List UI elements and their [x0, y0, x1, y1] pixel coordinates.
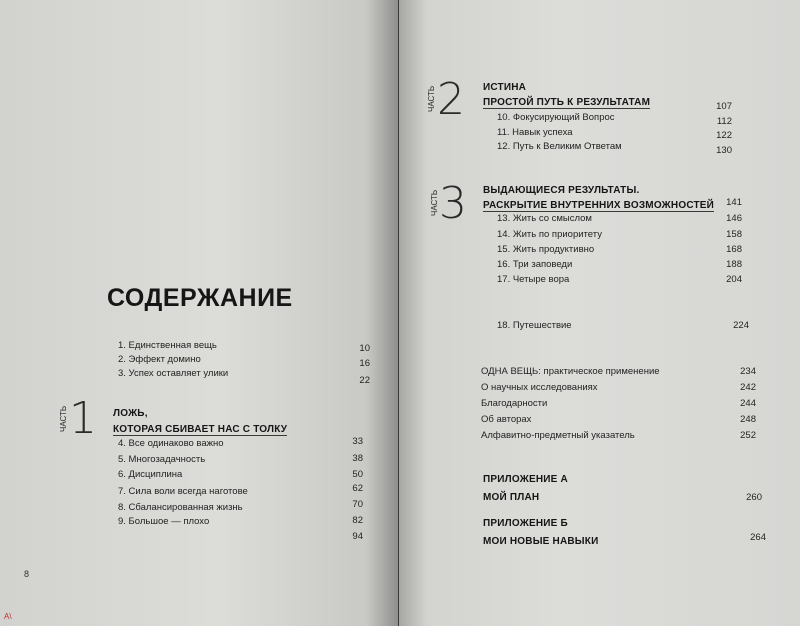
part-heading: ЛОЖЬ, [113, 408, 148, 419]
toc-entry: Алфавитно-предметный указатель [481, 430, 635, 441]
appendix-title: МОЙ ПЛАН [483, 492, 540, 503]
toc-entry: ОДНА ВЕЩЬ: практическое применение [481, 366, 660, 377]
toc-page-number: 122 [716, 130, 732, 141]
page-title: СОДЕРЖАНИЕ [107, 284, 293, 312]
toc-entry: 11. Навык успеха [497, 127, 573, 138]
toc-page-number: 248 [740, 414, 756, 425]
toc-page-number: 224 [733, 320, 749, 331]
toc-page-number: 16 [359, 358, 370, 369]
toc-page-number: 107 [716, 101, 732, 112]
left-page [0, 0, 398, 626]
toc-page-number: 112 [716, 116, 732, 127]
toc-entry: 17. Четыре вора [497, 274, 570, 285]
toc-page-number: 82 [352, 515, 363, 526]
toc-page-number: 204 [726, 274, 742, 285]
part-label: ЧАСТЬ [427, 85, 436, 112]
part-label: ЧАСТЬ [59, 405, 68, 432]
appendix-heading: ПРИЛОЖЕНИЕ Б [483, 518, 568, 529]
toc-page-number: 130 [716, 145, 732, 156]
toc-entry: 13. Жить со смыслом [497, 213, 592, 224]
part-number: 2 [437, 74, 465, 125]
toc-entry: 4. Все одинаково важно [118, 438, 224, 449]
toc-page-number: 70 [352, 499, 363, 510]
part-subheading: РАСКРЫТИЕ ВНУТРЕННИХ ВОЗМОЖНОСТЕЙ [483, 200, 715, 211]
toc-page-number: 264 [750, 532, 766, 543]
toc-page-number: 22 [359, 375, 370, 386]
toc-page-number: 62 [352, 483, 363, 494]
toc-page-number: 242 [740, 382, 756, 393]
part-subheading: КОТОРАЯ СБИВАЕТ НАС С ТОЛКУ [113, 424, 288, 435]
part-heading: ИСТИНА [483, 82, 527, 93]
toc-entry: 2. Эффект домино [118, 354, 201, 365]
toc-page-number: 50 [352, 469, 363, 480]
corner-mark: A\ [4, 612, 12, 621]
toc-page-number: 146 [726, 213, 742, 224]
toc-entry: 8. Сбалансированная жизнь [118, 502, 243, 513]
appendix-heading: ПРИЛОЖЕНИЕ А [483, 474, 568, 485]
toc-page-number: 244 [740, 398, 756, 409]
toc-entry: 5. Многозадачность [118, 454, 206, 465]
toc-entry: 18. Путешествие [497, 320, 572, 331]
toc-entry: 10. Фокусирующий Вопрос [497, 112, 615, 123]
toc-entry: Об авторах [481, 414, 532, 425]
toc-page-number: 141 [726, 197, 742, 208]
toc-page-number: 94 [352, 531, 363, 542]
appendix-title: МОИ НОВЫЕ НАВЫКИ [483, 536, 599, 547]
toc-page-number: 10 [359, 343, 370, 354]
toc-entry: 16. Три заповеди [497, 259, 573, 270]
toc-page-number: 260 [746, 492, 762, 503]
toc-page-number: 158 [726, 229, 742, 240]
toc-entry: 9. Большое — плохо [118, 516, 210, 527]
part-heading: ВЫДАЮЩИЕСЯ РЕЗУЛЬТАТЫ. [483, 185, 640, 196]
toc-page-number: 168 [726, 244, 742, 255]
toc-entry: 3. Успех оставляет улики [118, 368, 229, 379]
toc-entry: 15. Жить продуктивно [497, 244, 595, 255]
page-folio: 8 [24, 569, 30, 579]
toc-entry: 14. Жить по приоритету [497, 229, 602, 240]
part-number: 1 [69, 393, 97, 444]
toc-entry: О научных исследованиях [481, 382, 598, 393]
part-subheading: ПРОСТОЙ ПУТЬ К РЕЗУЛЬТАТАМ [483, 97, 651, 108]
toc-page-number: 252 [740, 430, 756, 441]
toc-entry: 7. Сила воли всегда наготове [118, 486, 248, 497]
toc-page-number: 33 [352, 436, 363, 447]
part-label: ЧАСТЬ [430, 189, 439, 216]
toc-entry: 12. Путь к Великим Ответам [497, 141, 622, 152]
toc-entry: 1. Единственная вещь [118, 340, 217, 351]
part-number: 3 [439, 178, 467, 229]
right-page [399, 0, 800, 626]
toc-page-number: 234 [740, 366, 756, 377]
toc-entry: Благодарности [481, 398, 548, 409]
toc-entry: 6. Дисциплина [118, 469, 183, 480]
toc-page-number: 38 [352, 453, 363, 464]
toc-page-number: 188 [726, 259, 742, 270]
